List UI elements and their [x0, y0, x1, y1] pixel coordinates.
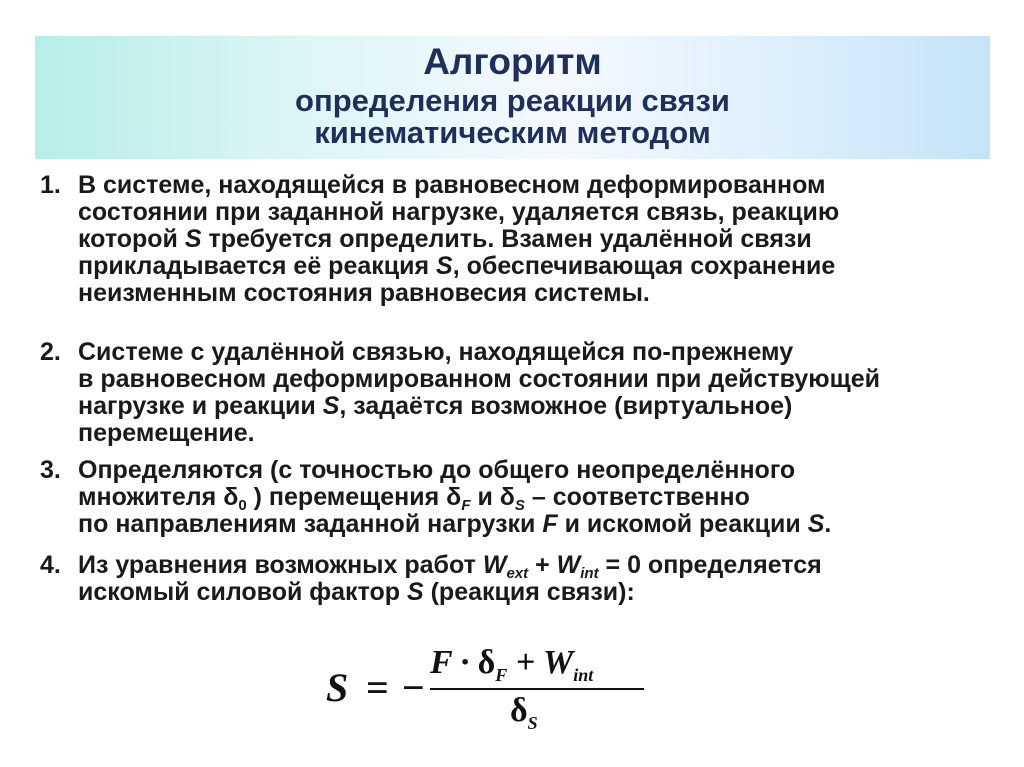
- step-3: [40, 457, 990, 538]
- step-1: [40, 172, 990, 307]
- step-2: [40, 339, 990, 447]
- step-line: нагрузке и реакции S, задаётся возможное (виртуальное): [78, 392, 793, 420]
- step-4: [40, 552, 990, 606]
- step-line: прикладывается её реакция S, обеспечивающая сохранение: [78, 252, 836, 280]
- step-line: искомый силовой фактор S (реакция связи):: [78, 578, 635, 606]
- step-line: состоянии при заданной нагрузке, удаляется связь, реакцию: [78, 198, 840, 226]
- formula-equals: =: [366, 665, 389, 710]
- step-number: 3.: [40, 456, 61, 484]
- page-subtitle-line-2: кинематическим методом: [314, 115, 711, 150]
- step-line: в равновесном деформированном состоянии при действующей: [78, 365, 881, 393]
- formula-denominator: $\delta_S$: [510, 692, 538, 733]
- step-line: которой S требуется определить. Взамен удалённой связи: [78, 225, 812, 253]
- page-title: Алгоритм: [423, 41, 602, 82]
- step-line: перемещение.: [78, 419, 255, 447]
- step-line: по направлениям заданной нагрузки F и искомой реакции S.: [78, 510, 832, 538]
- step-line: Определяются (с точностью до общего неопределённого: [78, 456, 796, 484]
- step-number: 2.: [40, 338, 61, 366]
- page-subtitle-line-1: определения реакции связи: [295, 83, 730, 118]
- algorithm-steps: [40, 172, 990, 606]
- title-banner: [35, 36, 990, 159]
- step-line: неизменным состояния равновесия системы.: [78, 279, 650, 307]
- step-line: Из уравнения возможных работ $W_{ext} + W_{int} = 0$ определяется: [78, 551, 822, 582]
- step-line: В системе, находящейся в равновесном деформированном: [78, 171, 826, 199]
- formula-sign: −: [402, 665, 425, 710]
- formula-lhs: S: [326, 665, 349, 710]
- formula-numerator: $F \cdot \delta_F + W_{int}$: [430, 644, 594, 685]
- reaction-formula: [326, 646, 656, 746]
- step-line: Системе с удалённой связью, находящейся по-прежнему: [78, 338, 794, 366]
- step-number: 4.: [40, 551, 61, 579]
- fraction-bar: [430, 688, 644, 690]
- step-line: множителя $\delta_0$ ) перемещения $\delta_F$ и $\delta_S$ – соответственно: [78, 483, 750, 514]
- step-number: 1.: [40, 171, 61, 199]
